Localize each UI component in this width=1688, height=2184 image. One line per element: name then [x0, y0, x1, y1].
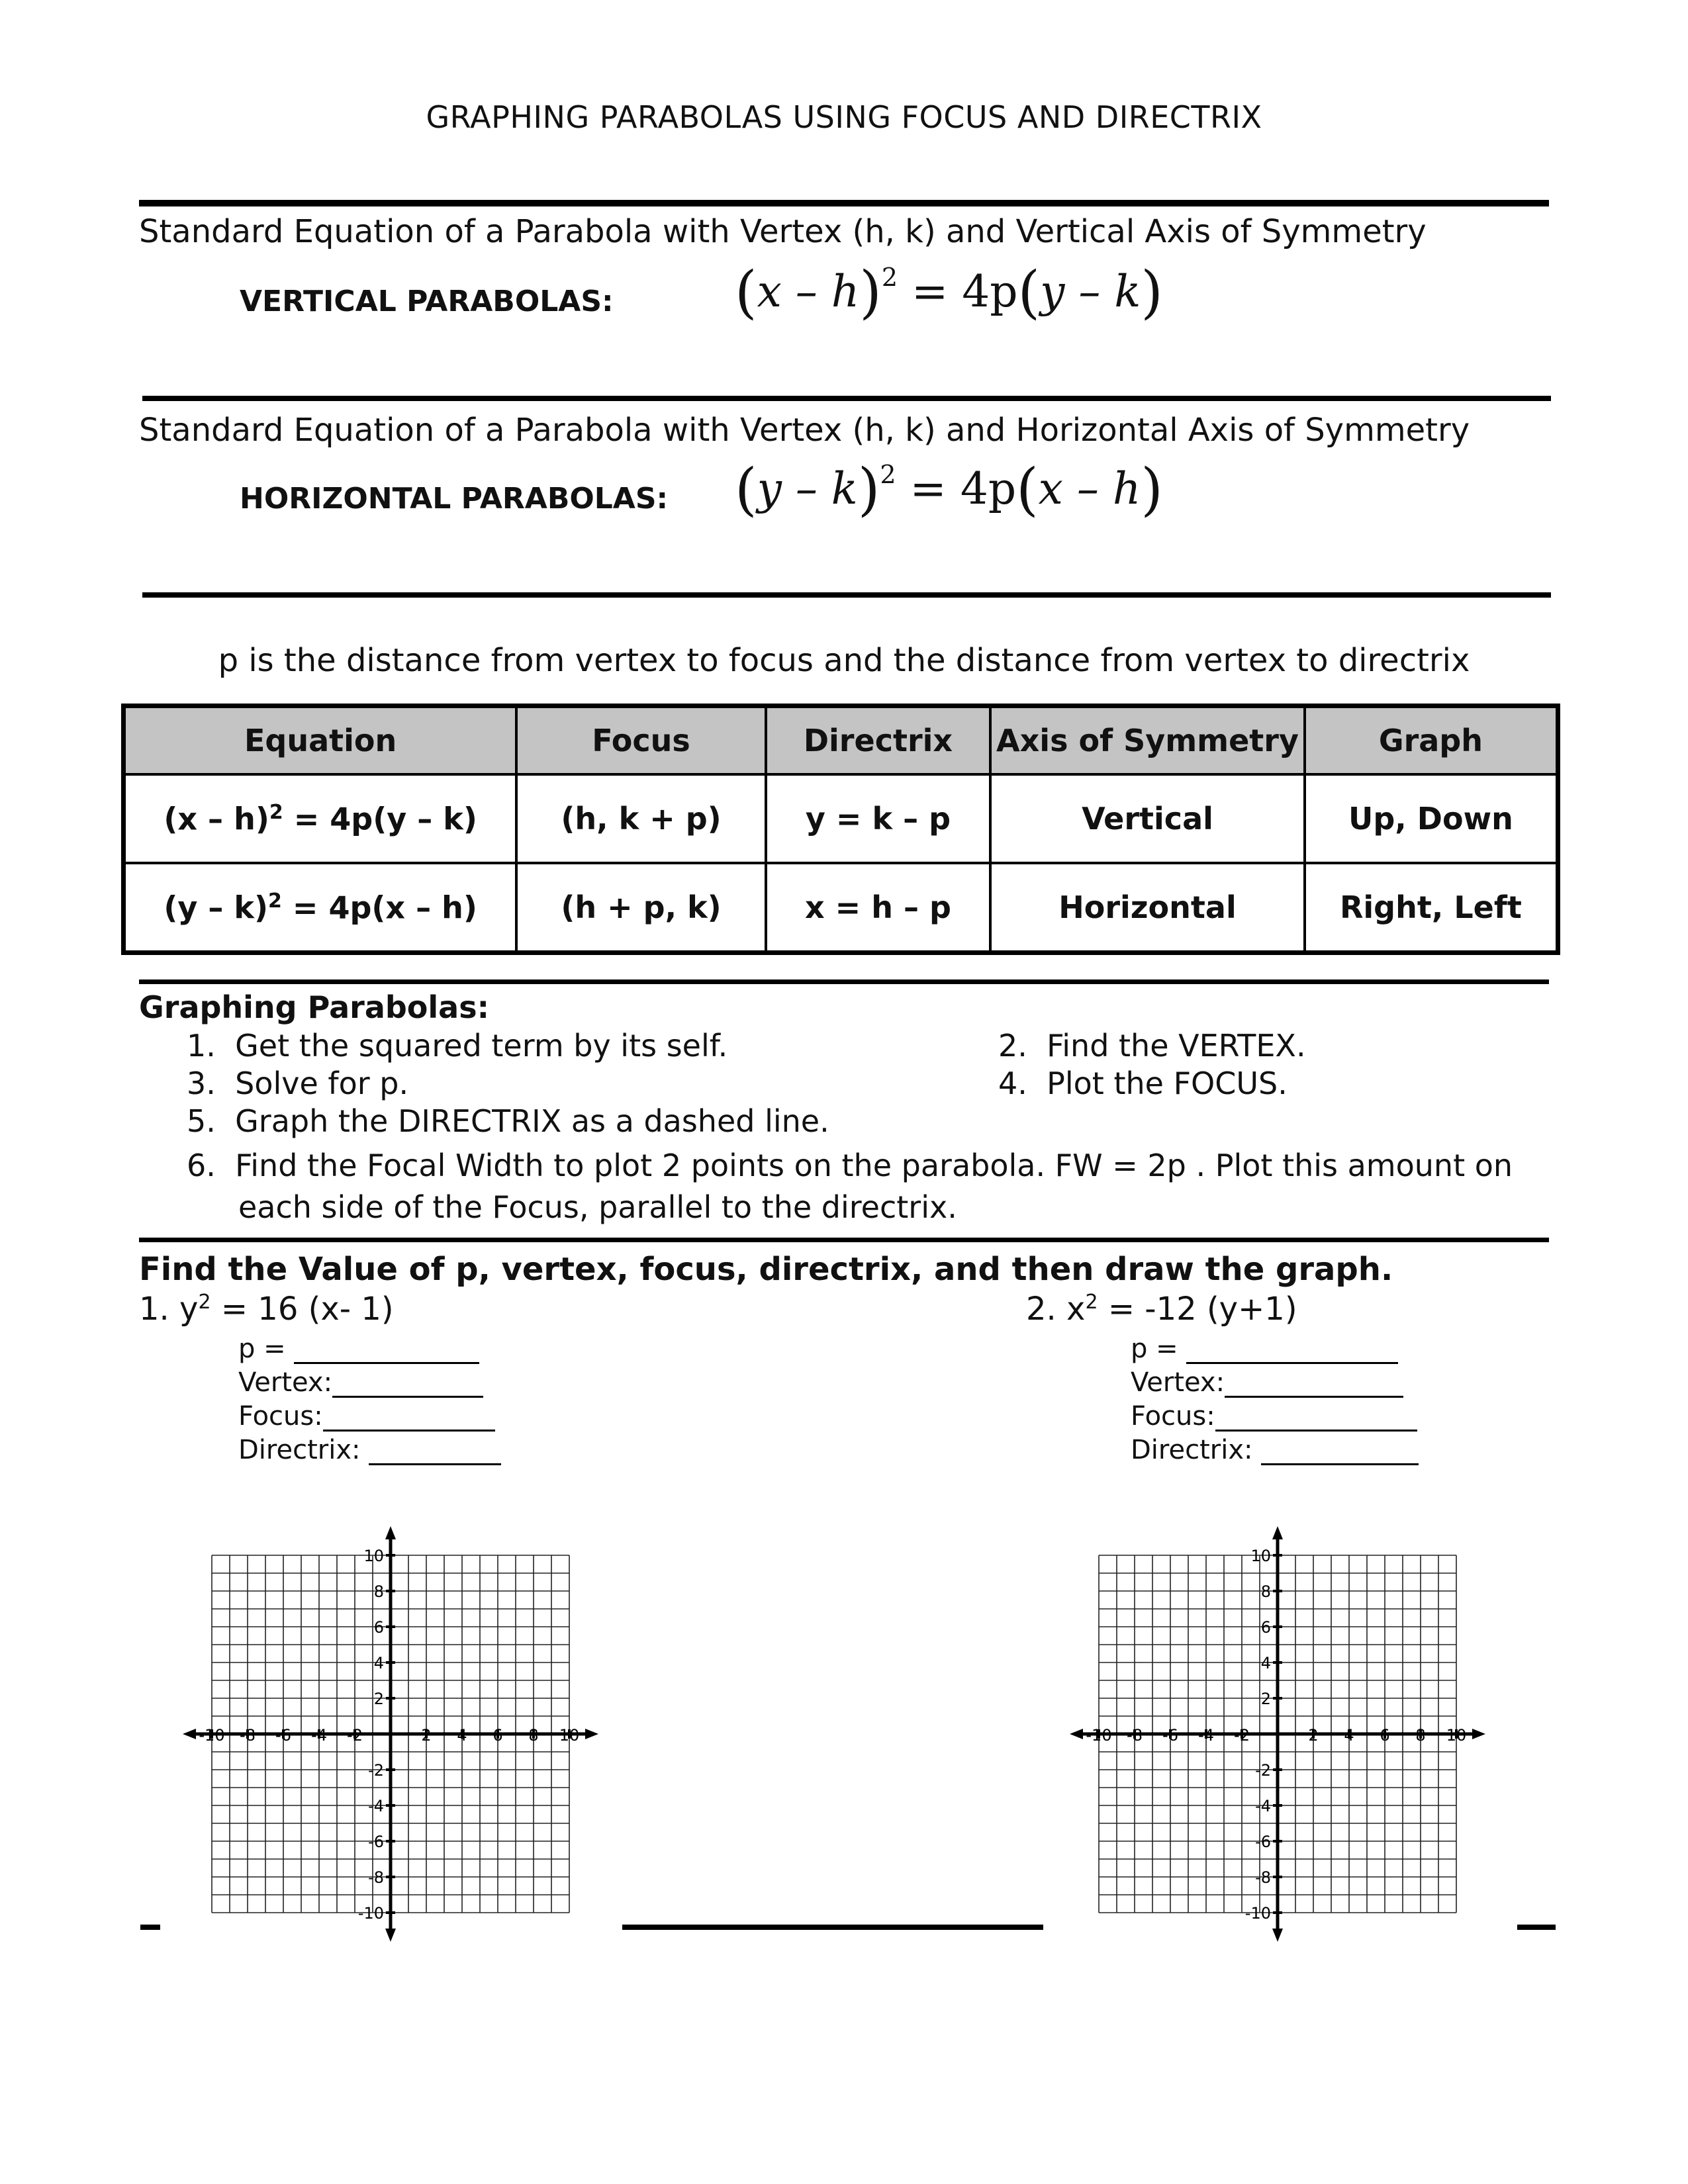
axis-cell: Vertical — [990, 774, 1305, 863]
column-header: Focus — [516, 706, 766, 775]
column-header: Graph — [1305, 706, 1558, 775]
y-tick-label: -10 — [357, 1904, 384, 1923]
table-row — [124, 863, 1558, 953]
equation-cell: (x – h)$^2$ = 4p(y – k) — [124, 774, 517, 863]
x-tick-label: 10 — [559, 1726, 580, 1745]
x-tick-label: -6 — [1162, 1726, 1178, 1745]
y-tick-label: 8 — [1260, 1582, 1271, 1601]
focus-cell: (h, k + p) — [516, 774, 766, 863]
y-tick-label: 8 — [373, 1582, 384, 1601]
y-tick-label: -6 — [368, 1833, 384, 1851]
divider — [622, 1925, 1043, 1930]
column-header: Equation — [124, 706, 517, 775]
step-item: 4. Plot the FOCUS. — [998, 1066, 1288, 1101]
x-tick-label: -8 — [240, 1726, 256, 1745]
vertical-equation: (x – h)$^2$ = 4p(y – k) — [735, 259, 1163, 326]
x-tick-label: -4 — [1198, 1726, 1214, 1745]
divider — [142, 396, 1551, 401]
vertical-label: VERTICAL PARABOLAS: — [240, 285, 614, 318]
directrix-cell: y = k – p — [766, 774, 990, 863]
x-tick-label: 8 — [1415, 1726, 1426, 1745]
y-tick-label: -8 — [1255, 1868, 1271, 1887]
x-tick-label: -8 — [1127, 1726, 1143, 1745]
arrow-right-icon — [1472, 1729, 1485, 1739]
x-tick-label: -2 — [1234, 1726, 1250, 1745]
table-header-row — [124, 706, 1558, 775]
divider — [142, 592, 1551, 598]
divider — [140, 1925, 160, 1930]
step-item: 2. Find the VERTEX. — [998, 1028, 1306, 1064]
step-item: 5. Graph the DIRECTRIX as a dashed line. — [187, 1103, 829, 1139]
problem-2-equation: 2. $x^2 = -12$ (y+1) — [1026, 1291, 1297, 1328]
x-tick-label: 6 — [492, 1726, 503, 1745]
arrow-down-icon — [1272, 1929, 1283, 1942]
focus-cell: (h + p, k) — [516, 863, 766, 953]
parabola-table — [121, 704, 1560, 955]
y-tick-label: -2 — [368, 1761, 384, 1780]
x-tick-label: 10 — [1446, 1726, 1467, 1745]
table-row — [124, 774, 1558, 863]
arrow-right-icon — [585, 1729, 598, 1739]
y-tick-label: -4 — [368, 1797, 384, 1815]
y-tick-label: 2 — [1260, 1690, 1271, 1708]
y-tick-label: -8 — [368, 1868, 384, 1887]
p-field[interactable]: p = — [1131, 1334, 1398, 1364]
x-tick-label: -10 — [1086, 1726, 1112, 1745]
x-tick-label: 8 — [528, 1726, 539, 1745]
directrix-field[interactable]: Directrix: — [1131, 1435, 1419, 1465]
horizontal-description: Standard Equation of a Parabola with Vertex (h, k) and Horizontal Axis of Symmetry — [139, 412, 1470, 449]
x-tick-label: 6 — [1380, 1726, 1390, 1745]
directrix-field[interactable]: Directrix: — [238, 1435, 501, 1465]
graphing-heading: Graphing Parabolas: — [139, 989, 489, 1025]
y-tick-label: 2 — [373, 1690, 384, 1708]
arrow-up-icon — [1272, 1526, 1283, 1539]
y-tick-label: -4 — [1255, 1797, 1271, 1815]
horizontal-equation: (y – k)$^2$ = 4p(x – h) — [735, 457, 1163, 523]
x-tick-label: -6 — [275, 1726, 291, 1745]
column-header: Axis of Symmetry — [990, 706, 1305, 775]
y-tick-label: 4 — [373, 1654, 384, 1672]
focus-field[interactable]: Focus: — [238, 1401, 495, 1432]
step-item: 3. Solve for p. — [187, 1066, 409, 1101]
x-tick-label: -10 — [199, 1726, 225, 1745]
divider — [139, 979, 1549, 984]
arrow-left-icon — [1070, 1729, 1083, 1739]
y-tick-label: 10 — [1250, 1547, 1271, 1565]
step-item: 1. Get the squared term by its self. — [187, 1028, 728, 1064]
equation-cell: (y – k)$^2$ = 4p(x – h) — [124, 863, 517, 953]
x-tick-label: 2 — [1308, 1726, 1319, 1745]
axis-cell: Horizontal — [990, 863, 1305, 953]
coordinate-grid-2[interactable] — [1066, 1519, 1496, 1949]
y-tick-label: -2 — [1255, 1761, 1271, 1780]
y-tick-label: -10 — [1244, 1904, 1271, 1923]
graph-cell: Right, Left — [1305, 863, 1558, 953]
divider — [139, 1238, 1549, 1242]
step-item-continued: each side of the Focus, parallel to the directrix. — [238, 1189, 957, 1225]
y-tick-label: 6 — [1260, 1618, 1271, 1637]
y-tick-label: 10 — [363, 1547, 384, 1565]
step-item: 6. Find the Focal Width to plot 2 points on the parabola. FW = 2p . Plot this amount on — [187, 1148, 1513, 1183]
x-tick-label: -2 — [347, 1726, 363, 1745]
arrow-left-icon — [183, 1729, 196, 1739]
horizontal-label: HORIZONTAL PARABOLAS: — [240, 482, 669, 516]
vertical-description: Standard Equation of a Parabola with Vertex (h, k) and Vertical Axis of Symmetry — [139, 213, 1427, 250]
x-tick-label: 4 — [457, 1726, 467, 1745]
problems-heading: Find the Value of p, vertex, focus, directrix, and then draw the graph. — [139, 1251, 1393, 1288]
p-field[interactable]: p = — [238, 1334, 479, 1364]
coordinate-grid-1[interactable] — [179, 1519, 609, 1949]
divider — [139, 200, 1549, 206]
vertex-field[interactable]: Vertex: — [1131, 1367, 1403, 1398]
graph-cell: Up, Down — [1305, 774, 1558, 863]
y-tick-label: 4 — [1260, 1654, 1271, 1672]
vertex-field[interactable]: Vertex: — [238, 1367, 483, 1398]
x-tick-label: 2 — [421, 1726, 432, 1745]
divider — [1517, 1925, 1556, 1930]
x-tick-label: -4 — [311, 1726, 327, 1745]
problem-1-equation: 1. $y^2 = 16$ (x- 1) — [139, 1291, 394, 1328]
arrow-down-icon — [385, 1929, 396, 1942]
arrow-up-icon — [385, 1526, 396, 1539]
p-definition: p is the distance from vertex to focus and the distance from vertex to directrix — [218, 642, 1470, 679]
x-tick-label: 4 — [1344, 1726, 1354, 1745]
y-tick-label: 6 — [373, 1618, 384, 1637]
focus-field[interactable]: Focus: — [1131, 1401, 1417, 1432]
directrix-cell: x = h – p — [766, 863, 990, 953]
column-header: Directrix — [766, 706, 990, 775]
y-tick-label: -6 — [1255, 1833, 1271, 1851]
page-title: GRAPHING PARABOLAS USING FOCUS AND DIRECTRIX — [426, 99, 1262, 135]
